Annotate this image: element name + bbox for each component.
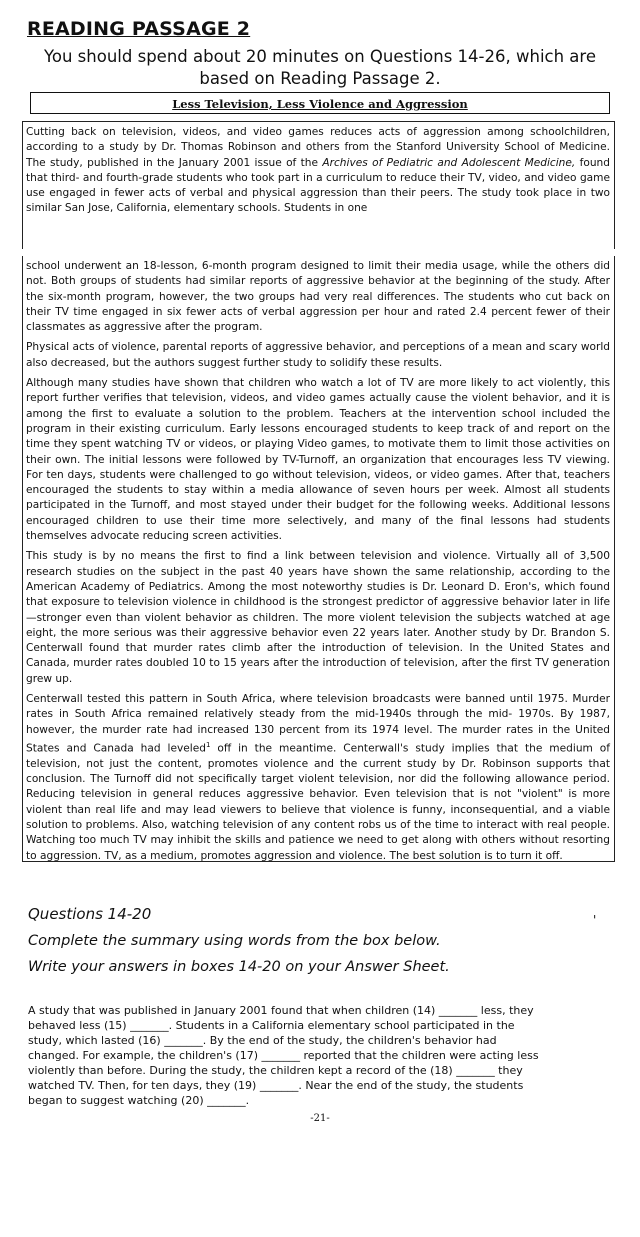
stray-mark: ' (593, 913, 597, 927)
questions-title: Questions 14-20 (28, 905, 152, 923)
footnote-marker: 1 (205, 740, 211, 749)
page-number: -21- (310, 1113, 330, 1124)
questions-instruction-1: Complete the summary using words from the box below. (28, 933, 441, 949)
paragraph-5 (26, 692, 610, 864)
questions-instruction-2: Write your answers in boxes 14-20 on your Answer Sheet. (28, 959, 450, 975)
paragraph-4: This study is by no means the first to find a link between television and violence. Virtually all of 3,500 research studies on the subject in the past 40 years have shown the same relationship, according to the American Academy of Pediatrics. Among the most noteworthy studies is Dr. Leonard D. Eron's, which found that exposure to television violence in childhood is the strongest predictor of aggressive behavior later in life—stronger even than violent behavior as children. The more violent television the subjects watched at age eight, the more serious was their aggressive behavior even 22 years later. Another study by Dr. Brandon S. Centerwall found that murder rates climb after the introduction of television. In the United States and Canada, murder rates doubled 10 to 15 years after the introduction of television, after the first TV generation grew up. (26, 550, 610, 685)
paragraph-1 (26, 125, 610, 217)
paragraph-5-text-a: Centerwall tested this pattern in South Africa, where television broadcasts were banned until 1975. Murder rates in South Africa remained relatively steady from the mid-1940s through the mid- 1970s. By 1987, however, the murder rate had increased 130 percent from its 1974 level. The murder rates in the United States and Canada had leveled (26, 693, 610, 755)
passage-box-bottom (22, 256, 615, 862)
passage-box-top (22, 121, 615, 249)
paragraph-1-text-b: found that third- and fourth-grade students who took part in a curriculum to reduce their TV, video, and video game use engaged in fewer acts of verbal and physical aggression than their peers. The study took place in two similar San Jose, California, elementary schools. Students in one (26, 156, 610, 215)
passage-heading: READING PASSAGE 2 (27, 18, 251, 40)
paragraph-5-text-b: off in the meantime. Centerwall's study implies that the medium of television, not just the content, promotes violence and the current study by Dr. Robinson supports that conclusion. The Turnoff did not specifically target violent television, nor did the following allowance period. Reducing television in general reduces aggressive behavior. Even television that is not "violent" is more violent than real life and may lead viewers to believe that violence is funny, inconsequential, and a viable solution to problems. Also, watching television of any content robs us of the time to interact with real people. Watching too much TV may inhibit the skills and patience we need to get along with others without resorting to aggression. TV, as a medium, promotes aggression and violence. The best solution is to turn it off. (26, 742, 611, 862)
paragraph-1-continued: school underwent an 18-lesson, 6-month program designed to limit their media usage, while the others did not. Both groups of students had similar reports of aggressive behavior at the beginning of the study. After the six-month program, however, the two groups had very real differences. The students who cut back on their TV time engaged in six fewer acts of verbal aggression per hour and rated 2.4 percent fewer of their classmates as aggressive after the program. (26, 260, 610, 334)
paragraph-2: Physical acts of violence, parental reports of aggressive behavior, and perceptions of a mean and scary world also decreased, but the authors suggest further study to solidify these results. (26, 341, 610, 369)
passage-title-box (30, 92, 610, 114)
instruction-text: You should spend about 20 minutes on Questions 14-26, which are based on Reading Passage 2. (44, 47, 596, 88)
paragraph-1-text-a: Cutting back on television, videos, and video games reduces acts of aggression among schoolchildren, according to a study by Dr. Thomas Robinson and others from the Stanford University School of Medicine. The study, published in the January 2001 issue of the (26, 126, 610, 169)
passage-title: Less Television, Less Violence and Aggression (172, 97, 468, 111)
paragraph-3: Although many studies have shown that children who watch a lot of TV are more likely to act violently, this report further verifies that television, videos, and video games actually cause the violent behavior, and it is among the first to evaluate a solution to the problem. Teachers at the intervention school included the program in their existing curriculum. Early lessons encouraged students to keep track of and report on the time they spent watching TV or videos, or playing Video games, to motivate them to limit those activities on their own. The initial lessons were followed by TV-Turnoff, an organization that encourages less TV viewing. For ten days, students were challenged to go without television, videos, or video games. After that, teachers encouraged the students to stay within a media allowance of seven hours per week. Almost all students participated in the Turnoff, and most stayed under their budget for the following weeks. Additional lessons encouraged children to use their time more selectively, and many of the final lessons had students themselves advocate reducing screen activities. (26, 377, 610, 543)
summary-text: A study that was published in January 2001 found that when children (14) _______ less, they behaved less (15) _______. Students in a California elementary school participated in the study, which lasted (16) _______. By the end of the study, the children's behavior had changed. For example, the children's (17) _______ reported that the children were acting less violently than before. During the study, the children kept a record of the (18) _______ they watched TV. Then, for ten days, they (19) _______. Near the end of the study, the students began to suggest watching (20) _______. (28, 1004, 539, 1107)
journal-name: Archives of Pediatric and Adolescent Medicine, (322, 156, 576, 169)
